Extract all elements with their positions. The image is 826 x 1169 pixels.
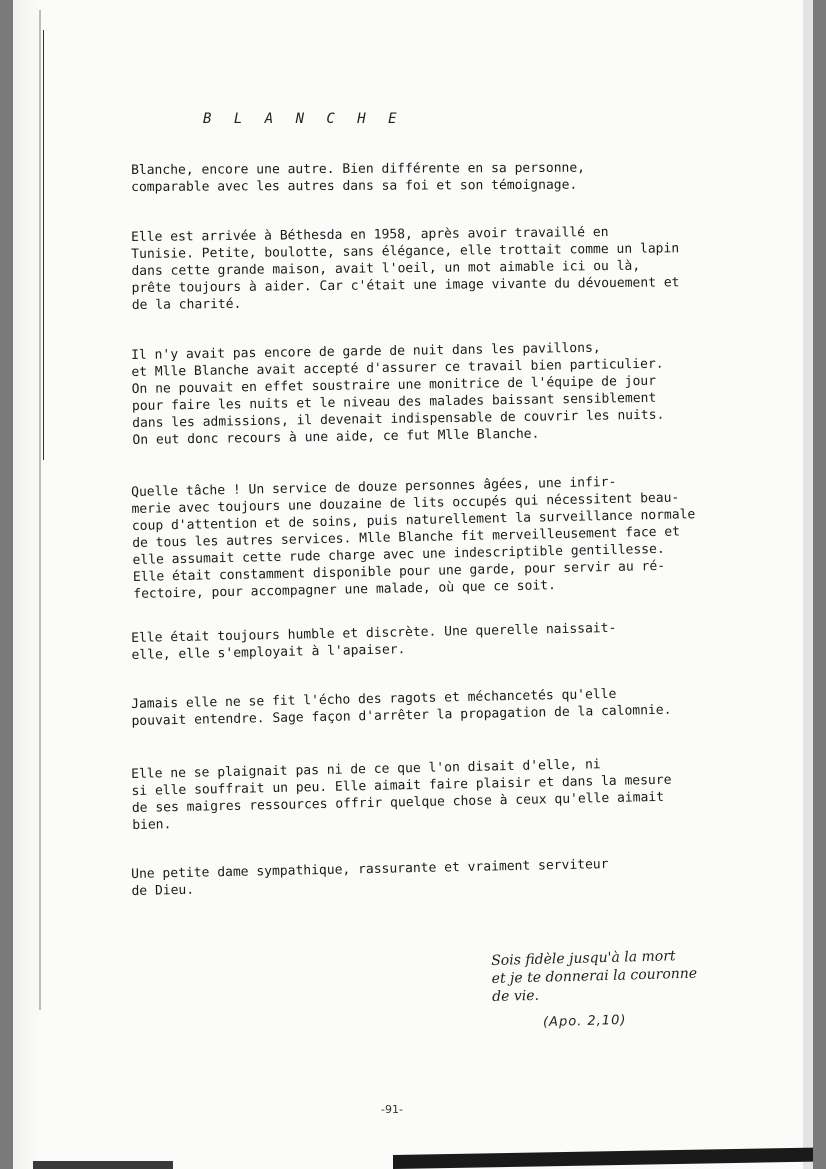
page-number: -91- [381, 1103, 403, 1116]
bible-quote-reference: (Apo. 2,10) [542, 1012, 627, 1031]
scan-bottom-shadow [393, 1148, 813, 1169]
paragraph-7: Elle ne se plaignait pas ni de ce que l'on disait d'elle, ni si elle souffrait un peu. Elle aimait faire plaisir et dans la mesure de ses maigres ressources offrir quelque chose à ceux qu'elle aimait bien. [131, 757, 672, 833]
scan-bottom-shadow-left [33, 1161, 173, 1169]
paragraph-3: Il n'y avait pas encore de garde de nuit dans les pavillons, et Mlle Blanche avait accepté d'assurer ce travail bien particulier. On ne pouvait en effet soustraire une monitrice de l'équipe de jour pour faire les nuits et le niveau des malades baissant sensiblement dans les admissions, il devenait indispensable de couvrir les nuits. On eut donc recours à une aide, ce fut Mlle Blanche. [131, 340, 665, 448]
paragraph-8: Une petite dame sympathique, rassurante et vraiment serviteur de Dieu. [131, 857, 609, 899]
paragraph-4: Quelle tâche ! Un service de douze personnes âgées, une infir- merie avec toujours une douzaine de lits occupés qui nécessitent beau- coup d'attention et de soins, puis naturellement la surveillance normale de tous les autres services. Mlle Blanche fit merveilleusement face et elle assumait cette rude charge avec une indescriptible gentillesse. Elle était constamment disponible pour une garde, pour servir au ré- fectoire, pour accompagner une malade, où que ce soit. [131, 474, 696, 602]
paragraph-1: Blanche, encore une autre. Bien différente en sa personne, comparable avec les autres dans sa foi et son témoignage. [131, 160, 586, 195]
paragraph-5: Elle était toujours humble et discrète. Une querelle naissait- elle, elle s'employait à l'apaiser. [131, 620, 617, 663]
binding-edge-line [43, 30, 44, 460]
bible-quote: Sois fidèle jusqu'à la mort et je te donnerai la couronne de vie. [491, 948, 698, 1005]
document-page [13, 0, 813, 1169]
binding-shadow-line [39, 10, 41, 1010]
scan-right-edge [803, 0, 813, 1169]
chapter-title: B L A N C H E [203, 111, 404, 127]
paragraph-2: Elle est arrivée à Béthesda en 1958, après avoir travaillé en Tunisie. Petite, boulotte, sans élégance, elle trottait comme un lapin dans cette grande maison, avait l'oeil, un mot aimable ici ou là, prête toujours à aider. Car c'était une image vivante du dévouement et de la charité. [131, 225, 680, 313]
paragraph-6: Jamais elle ne se fit l'écho des ragots et méchancetés qu'elle pouvait entendre. Sage façon d'arrêter la propagation de la calomnie. [131, 686, 672, 729]
